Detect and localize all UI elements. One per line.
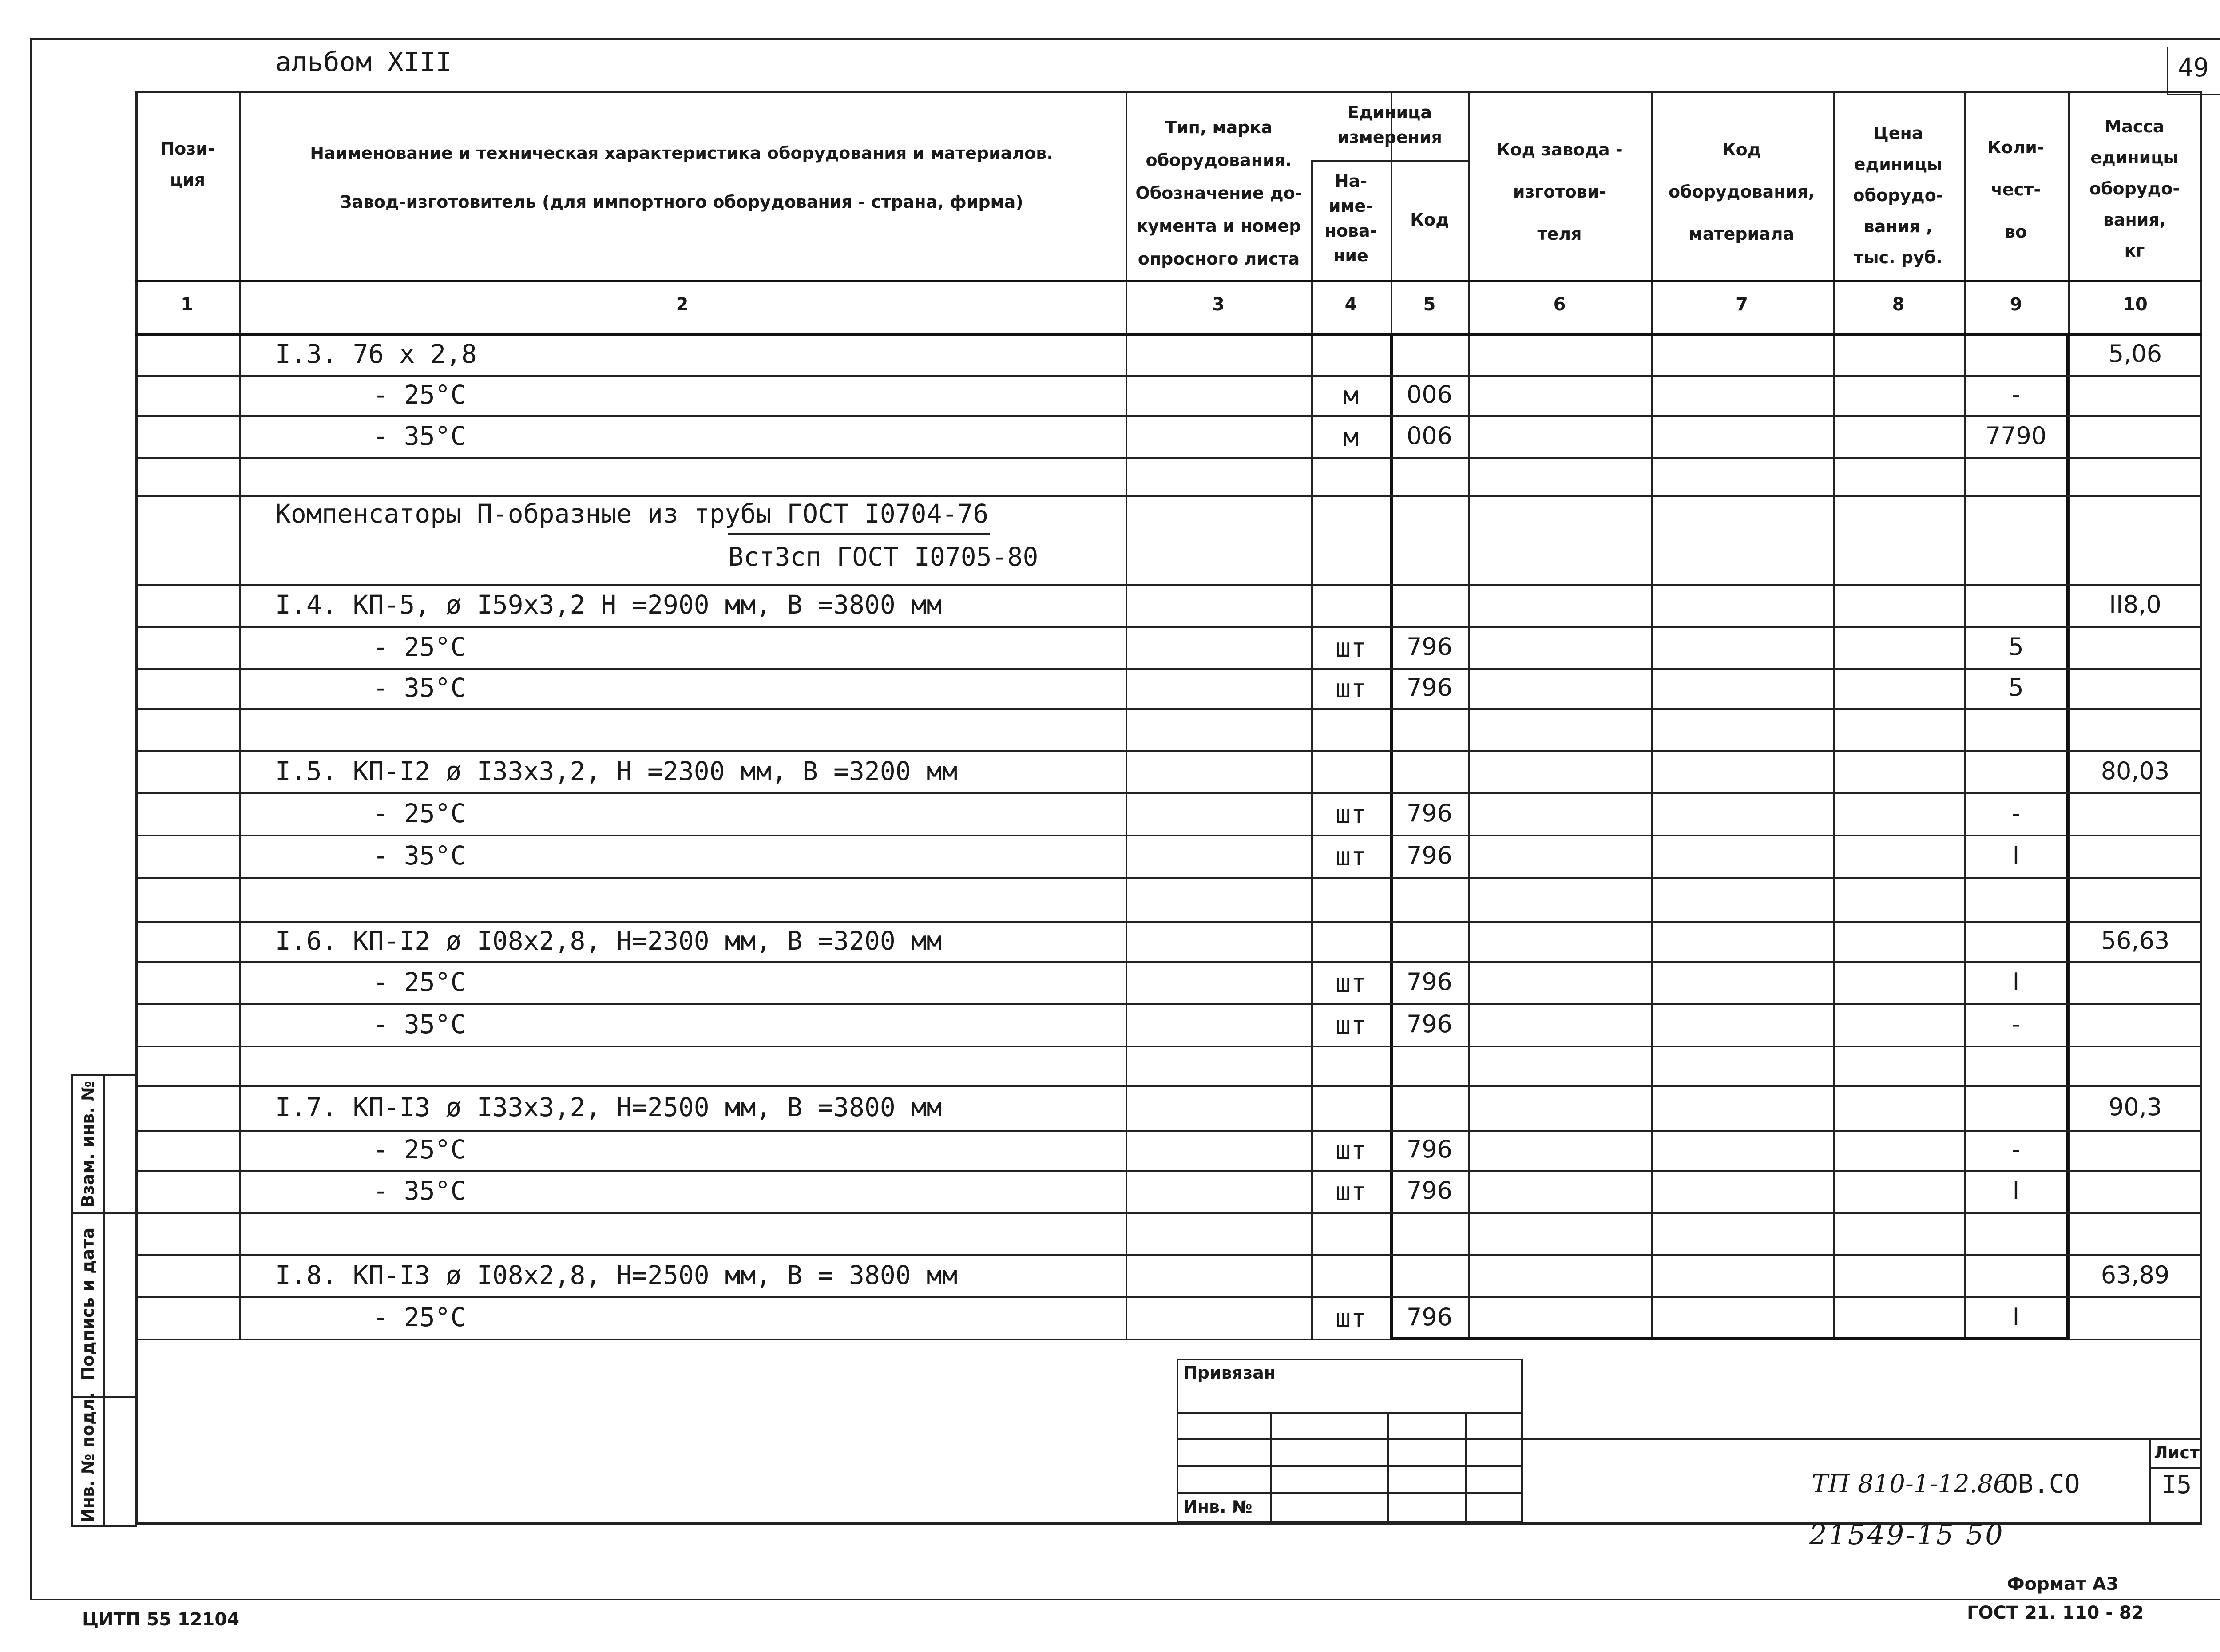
- code-block-bottom: [1390, 1337, 2069, 1340]
- row-line: [135, 668, 2202, 670]
- quantity: 5: [2008, 632, 2024, 661]
- unit-code: 796: [1406, 799, 1453, 827]
- side-divider: [103, 1074, 105, 1527]
- unit-code: 796: [1406, 1176, 1453, 1204]
- item-name: - 25°C: [373, 967, 466, 997]
- header-unit-code: Код: [1410, 210, 1449, 230]
- item-material: ВстЗсп ГОСТ I0705-80: [728, 542, 1039, 572]
- stamp-line: [1177, 1412, 1523, 1414]
- quantity: 7790: [1985, 421, 2047, 450]
- quantity: I: [2012, 841, 2020, 869]
- unit-code: 796: [1406, 1010, 1453, 1038]
- column-line: [1126, 91, 1127, 1339]
- header-factory-code: Код завода - изготови- теля: [1496, 140, 1623, 244]
- doc-code: ТП 810-1-12.86: [1812, 1470, 2009, 1498]
- column-number: 10: [2123, 294, 2148, 315]
- item-name: - 35°C: [373, 840, 466, 871]
- side-label-replaced: Взам. инв. №: [78, 1081, 98, 1208]
- header-name: Наименование и техническая характеристика оборудования и материалов. Завод-изготовитель (для импортного оборудования - страна, фирма): [310, 143, 1053, 212]
- row-line: [135, 495, 2202, 497]
- row-line: [135, 584, 2202, 586]
- unit-name: шт: [1335, 1135, 1367, 1165]
- column-line: [1651, 91, 1653, 1339]
- gost-underline: [728, 533, 990, 535]
- stamp-line: [1177, 1438, 1523, 1440]
- column-number: 8: [1892, 294, 1905, 315]
- row-line: [135, 1085, 2202, 1087]
- quantity: -: [2011, 799, 2021, 827]
- row-line: [135, 708, 2202, 710]
- stamp-line: [1388, 1412, 1389, 1523]
- format-label: Формат А3: [2007, 1574, 2119, 1594]
- row-line: [135, 877, 2202, 879]
- unit-name: м: [1343, 421, 1359, 452]
- row-line: [135, 961, 2202, 963]
- page-number: 49: [2178, 52, 2209, 83]
- unit-code: 006: [1406, 421, 1453, 450]
- item-name: I.3. 76 x 2,8: [275, 338, 477, 369]
- column-line: [239, 91, 241, 1339]
- quantity: I: [2012, 1176, 2020, 1204]
- unit-name: шт: [1335, 1010, 1367, 1040]
- unit-code: 796: [1406, 673, 1453, 701]
- unit-name: шт: [1335, 1176, 1367, 1207]
- row-line: [135, 375, 2202, 377]
- column-line: [1833, 91, 1835, 1339]
- column-number: 9: [2010, 294, 2022, 315]
- title-block-line: [2149, 1438, 2151, 1525]
- sheet-label: Лист: [2154, 1443, 2200, 1462]
- row-line: [135, 457, 2202, 459]
- header-price: Цена единицы оборудо- вания , тыс. руб.: [1853, 123, 1943, 267]
- mass: 5,06: [2108, 339, 2162, 368]
- item-name: Компенсаторы П-образные из трубы ГОСТ I0704-76: [275, 499, 989, 529]
- item-name: I.6. КП-I2 ø I08х2,8, Н=2300 мм, В =3200 мм: [275, 926, 942, 956]
- row-line: [135, 835, 2202, 836]
- unit-code: 796: [1406, 1303, 1453, 1331]
- unit-name: м: [1343, 380, 1359, 411]
- side-label-signature: Подпись и дата: [78, 1227, 98, 1381]
- unit-name: шт: [1335, 632, 1367, 663]
- sheet-value: I5: [2161, 1470, 2192, 1499]
- unit-subheader-line: [1311, 160, 1468, 162]
- header-line: [135, 280, 2202, 282]
- row-line: [135, 1254, 2202, 1256]
- item-name: - 25°C: [373, 380, 466, 410]
- item-name: - 25°C: [373, 1134, 466, 1165]
- side-label-inventory: Инв. № подл.: [78, 1392, 98, 1523]
- row-line: [135, 1296, 2202, 1298]
- column-number: 1: [181, 294, 193, 315]
- item-name: - 35°C: [373, 420, 466, 451]
- row-line: [135, 792, 2202, 794]
- column-number: 6: [1553, 294, 1566, 315]
- column-number: 7: [1736, 294, 1748, 315]
- album-title: альбом XIII: [275, 47, 452, 78]
- mass: 90,3: [2108, 1093, 2162, 1121]
- quantity: -: [2011, 1010, 2021, 1038]
- handwritten-note: 21549-15 50: [1809, 1518, 2005, 1551]
- cdtp-label: ЦИТП 55 12104: [82, 1609, 240, 1630]
- item-name: I.8. КП-I3 ø I08х2,8, Н=2500 мм, В = 3800 мм: [275, 1260, 958, 1290]
- unit-code: 006: [1406, 380, 1453, 408]
- item-name: - 25°C: [373, 631, 466, 662]
- column-number: 4: [1344, 294, 1357, 315]
- header-position: Пози- ция: [160, 139, 215, 190]
- item-name: - 25°C: [373, 1302, 466, 1332]
- column-line: [1468, 91, 1470, 1339]
- row-line: [135, 1046, 2202, 1047]
- row-line: [135, 1170, 2202, 1172]
- row-line: [135, 1212, 2202, 1214]
- header-equipment-code: Код оборудования, материала: [1669, 140, 1815, 244]
- header-type: Тип, марка оборудования. Обозначение до- кумента и номер опросного листа: [1135, 118, 1302, 269]
- column-number-line: [135, 333, 2202, 336]
- mass: 56,63: [2101, 927, 2170, 955]
- stamp-line: [1465, 1412, 1467, 1523]
- quantity: -: [2011, 380, 2021, 408]
- header-mass: Масса единицы оборудо- вания, кг: [2089, 117, 2180, 261]
- unit-name: шт: [1335, 799, 1367, 829]
- unit-name: шт: [1335, 673, 1367, 704]
- stamp-line: [1270, 1412, 1272, 1523]
- unit-code: 796: [1406, 967, 1453, 996]
- quantity: I: [2012, 967, 2020, 996]
- header-unit-name: На- име- нова- ние: [1324, 171, 1377, 265]
- row-line: [135, 626, 2202, 628]
- column-number: 5: [1423, 294, 1436, 315]
- unit-name: шт: [1335, 1303, 1367, 1333]
- title-block-line: [2149, 1467, 2202, 1469]
- item-name: - 35°C: [373, 1009, 466, 1039]
- row-line: [135, 1003, 2202, 1005]
- mass: 63,89: [2101, 1260, 2170, 1289]
- stamp-privyazan: Привязан: [1183, 1363, 1276, 1383]
- row-line: [135, 750, 2202, 752]
- row-line: [135, 921, 2202, 923]
- item-name: - 35°C: [373, 673, 466, 703]
- item-name: - 25°C: [373, 798, 466, 828]
- stamp-inv-no: Инв. №: [1183, 1497, 1253, 1517]
- quantity: -: [2011, 1135, 2021, 1163]
- header-quantity: Коли- чест- во: [1987, 138, 2044, 242]
- row-line: [135, 415, 2202, 417]
- gost-label: ГОСТ 21. 110 - 82: [1967, 1603, 2144, 1623]
- column-number: 2: [676, 294, 689, 315]
- mass: 80,03: [2101, 757, 2170, 785]
- stamp-line: [1177, 1465, 1523, 1467]
- row-line: [135, 1130, 2202, 1132]
- item-name: I.7. КП-I3 ø I33х3,2, Н=2500 мм, В =3800 мм: [275, 1092, 942, 1122]
- unit-code: 796: [1406, 841, 1453, 869]
- column-number: 3: [1212, 294, 1225, 315]
- header-unit: Единица измерения: [1337, 103, 1442, 147]
- stamp-line: [1177, 1492, 1523, 1494]
- unit-code: 796: [1406, 632, 1453, 661]
- unit-code: 796: [1406, 1135, 1453, 1163]
- item-name: I.5. КП-I2 ø I33х3,2, Н =2300 мм, В =3200 мм: [275, 756, 958, 786]
- doc-mark: ОВ.СО: [2002, 1469, 2080, 1499]
- title-block-line: [1523, 1438, 2202, 1440]
- item-name: - 35°C: [373, 1175, 466, 1206]
- quantity: I: [2012, 1303, 2020, 1331]
- item-name: I.4. КП-5, ø I59х3,2 Н =2900 мм, В =3800 мм: [275, 589, 942, 620]
- mass: II8,0: [2109, 590, 2161, 618]
- unit-name: шт: [1335, 841, 1367, 872]
- unit-name: шт: [1335, 967, 1367, 998]
- quantity: 5: [2008, 673, 2024, 701]
